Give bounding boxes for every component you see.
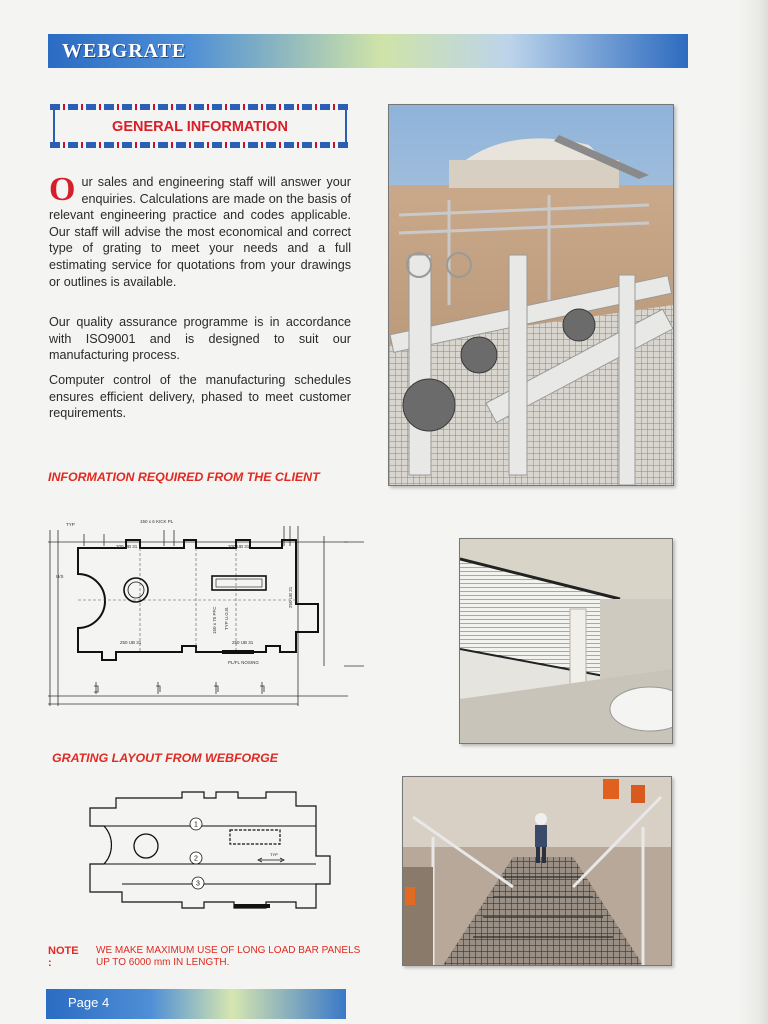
layout-heading: GRATING LAYOUT FROM WEBFORGE xyxy=(52,751,278,765)
page-number: Page 4 xyxy=(68,995,110,1010)
title-border-bottom xyxy=(50,142,350,148)
note-text xyxy=(96,945,416,969)
photo-stairway-worker xyxy=(402,776,672,966)
footer-band xyxy=(46,989,346,1019)
paragraph-1-text: ur sales and engineering staff will answer your enquiries. Calculations are made on the basis of relevant engineering practice and codes applicable. Our staff will advise the most economical and correct type of grating to meet your needs and a full estimating service for quotations from your drawings or outlines is available. xyxy=(49,175,351,289)
drawing-label-ub3: 250 UB 31 xyxy=(120,640,142,645)
drawing-label-pfc: 150 x 75 PFC xyxy=(212,606,217,634)
header-band xyxy=(48,34,688,68)
drawing-label-us: U/S xyxy=(56,574,64,579)
layout-typ-label: TYP xyxy=(270,852,278,857)
paragraph-2: Our quality assurance programme is in accordance with ISO9001 and is designed to suit our manufacturing process. xyxy=(49,315,351,363)
brand-title: WEBGRATE xyxy=(62,40,187,62)
section-title-box xyxy=(50,104,350,150)
layout-marker-3: 3 xyxy=(196,880,200,888)
drawing-label-ub2: 200 UB 31 xyxy=(228,544,250,549)
section-title: GENERAL INFORMATION xyxy=(112,119,288,135)
client-plan-drawing xyxy=(44,516,370,710)
webforge-layout-drawing xyxy=(84,786,338,912)
note-text-line-2: UP TO 6000 mm IN LENGTH. xyxy=(96,957,230,968)
drop-cap: O xyxy=(49,171,76,208)
paragraph-3: Computer control of the manufacturing schedules ensures efficient delivery, phased to meet customer requirements. xyxy=(49,373,351,421)
photo-pipework-plant xyxy=(388,104,674,486)
drawing-label-ub4: 250 UB 31 xyxy=(232,640,254,645)
drawing-label-ug: TYP U.G.B. xyxy=(224,606,229,630)
drawing-label-ub5: 250 UB 31 xyxy=(288,586,293,608)
page-edge-shadow xyxy=(738,0,768,1024)
paragraph-1 xyxy=(49,171,351,290)
title-border-top xyxy=(50,104,350,110)
drawing-label-nosing: PL/FL NOSING xyxy=(228,660,259,665)
layout-marker-1: 1 xyxy=(194,821,198,829)
drawing-label-kick: 150 x 6 KICK PL xyxy=(140,519,174,524)
layout-outline xyxy=(90,792,330,908)
note-label: NOTE : xyxy=(48,945,79,969)
drawing-label-typ: TYP xyxy=(66,522,75,527)
note-text-line-1: WE MAKE MAXIMUM USE OF LONG LOAD BAR PANELS xyxy=(96,945,361,956)
client-info-heading: INFORMATION REQUIRED FROM THE CLIENT xyxy=(48,470,320,484)
layout-marker-2: 2 xyxy=(194,855,198,863)
photo-grating-interior xyxy=(459,538,673,744)
drawing-label-ub1: 200 UB 31 xyxy=(116,544,138,549)
